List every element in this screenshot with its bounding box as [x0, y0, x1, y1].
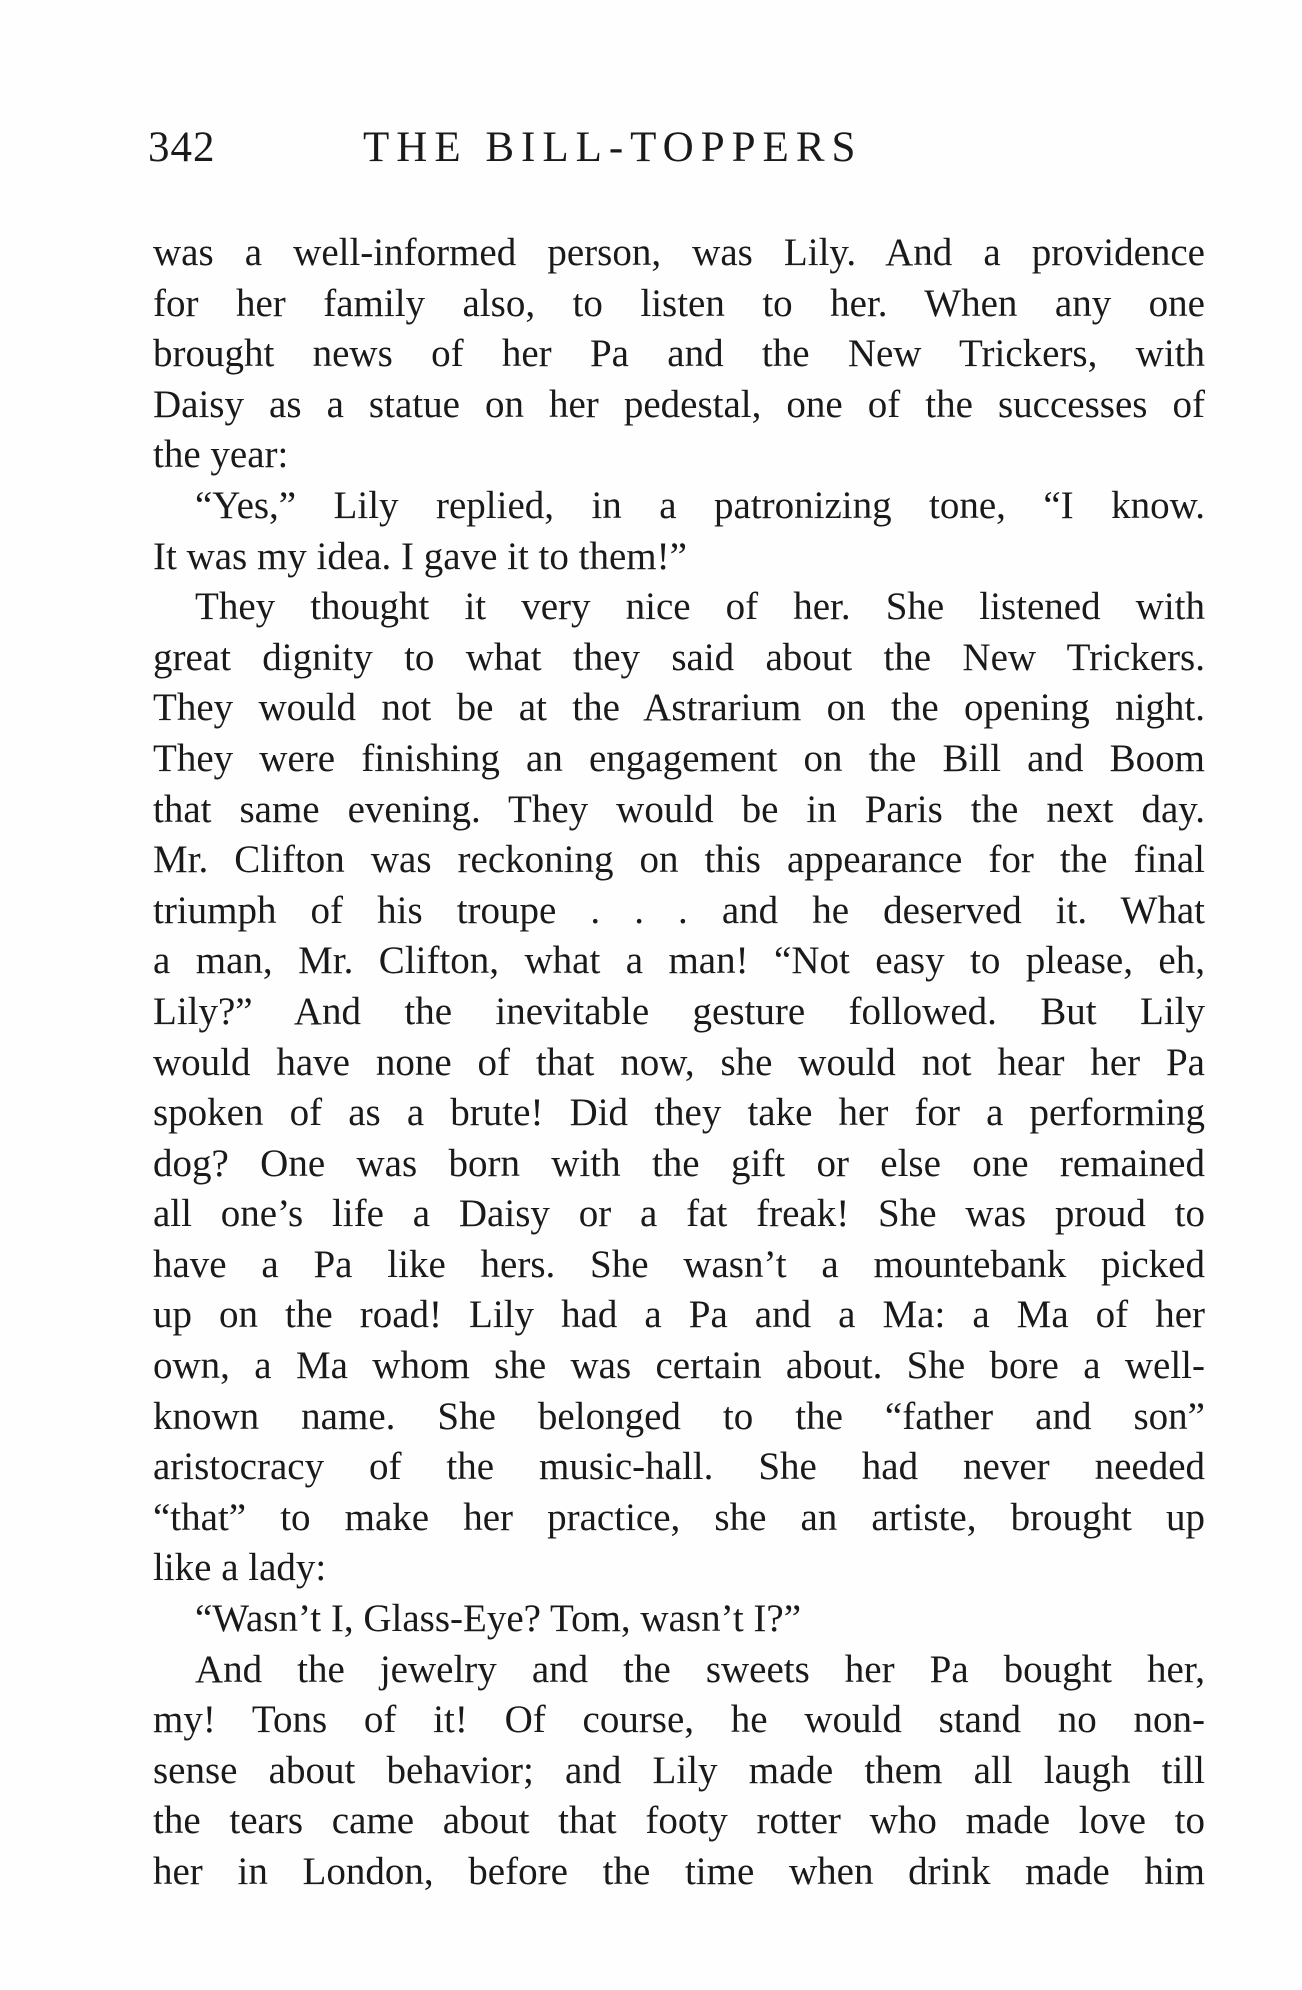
text-line: And the jewelry and the sweets her Pa bought her,	[195, 1647, 1205, 1691]
text-line: the year:	[153, 433, 289, 477]
text-line: like a lady:	[153, 1546, 327, 1590]
text-line: that same evening. They would be in Paris the next day.	[153, 787, 1205, 831]
text-line: for her family also, to listen to her. When any one	[153, 281, 1205, 325]
text-line: the tears came about that footy rotter who made love to	[153, 1799, 1205, 1843]
text-line: “that” to make her practice, she an artiste, brought up	[153, 1495, 1205, 1539]
text-line: have a Pa like hers. She wasn’t a mountebank picked	[153, 1242, 1205, 1286]
text-line: Lily?” And the inevitable gesture followed. But Lily	[153, 989, 1205, 1033]
running-title: THE BILL-TOPPERS	[363, 124, 863, 171]
text-line: Mr. Clifton was reckoning on this appearance for the final	[153, 838, 1205, 882]
text-line: my! Tons of it! Of course, he would stand no non-	[153, 1698, 1205, 1742]
text-line: her in London, before the time when drink made him	[153, 1850, 1205, 1893]
text-line: “Wasn’t I, Glass-Eye? Tom, wasn’t I?”	[195, 1597, 802, 1641]
text-line: triumph of his troupe . . . and he deserved it. What	[153, 888, 1205, 932]
body-text	[153, 228, 1205, 1898]
text-line: a man, Mr. Clifton, what a man! “Not easy to please, eh,	[153, 939, 1205, 983]
text-line: brought news of her Pa and the New Trickers, with	[153, 332, 1205, 376]
text-line: great dignity to what they said about the New Trickers.	[153, 635, 1205, 679]
text-line: was a well-informed person, was Lily. And a providence	[153, 231, 1205, 274]
text-line: aristocracy of the music-hall. She had never needed	[153, 1445, 1205, 1489]
text-line: sense about behavior; and Lily made them all laugh till	[153, 1748, 1205, 1792]
text-line: would have none of that now, she would not hear her Pa	[153, 1040, 1205, 1084]
text-line: all one’s life a Daisy or a fat freak! She was proud to	[153, 1192, 1205, 1236]
text-line: They thought it very nice of her. She listened with	[195, 585, 1205, 629]
text-line: own, a Ma whom she was certain about. She bore a well-	[153, 1344, 1205, 1388]
text-line: Daisy as a statue on her pedestal, one of the successes of	[153, 382, 1205, 426]
text-line: known name. She belonged to the “father and son”	[153, 1394, 1205, 1438]
text-line: up on the road! Lily had a Pa and a Ma: a Ma of her	[153, 1293, 1205, 1337]
running-head	[148, 118, 1208, 178]
page-number: 342	[148, 124, 216, 171]
text-line: dog? One was born with the gift or else one remained	[153, 1141, 1205, 1185]
text-line: They would not be at the Astrarium on the opening night.	[153, 686, 1205, 730]
text-line: “Yes,” Lily replied, in a patronizing tone, “I know.	[195, 483, 1205, 527]
text-line: It was my idea. I gave it to them!”	[153, 534, 687, 578]
text-line: spoken of as a brute! Did they take her for a performing	[153, 1091, 1205, 1135]
text-line: They were finishing an engagement on the Bill and Boom	[153, 736, 1205, 780]
